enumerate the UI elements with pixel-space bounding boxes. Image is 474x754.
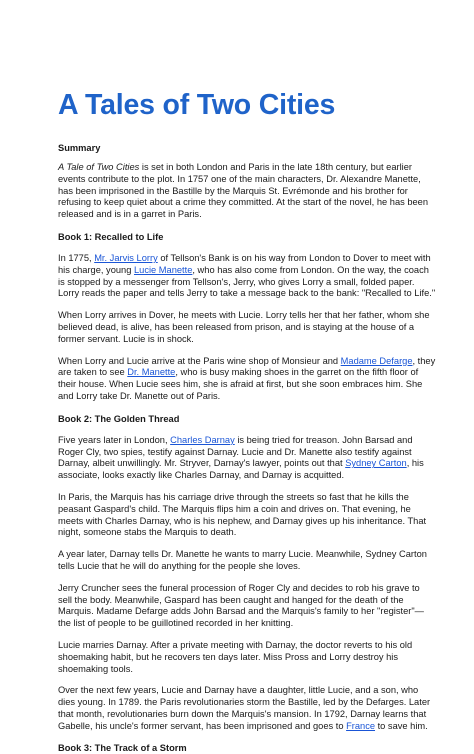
text-run: , who is busy making shoes in the garret on the fifth floor of their house. When Lucie sees him, she is afraid at first, but she soon embraces him. She and Lorry take Dr. Manette out of Paris. [58,367,423,401]
book2-heading: Book 2: The Golden Thread [58,413,180,424]
link-lucie-manette[interactable]: Lucie Manette [133,264,193,275]
text-run: , who has also come from London. On the way, the coach is stopped by a messenger from Tellson's, Jerry, who gives Lorry a small, folded paper. Lorry reads the paper and tells Jerry to take a message back to the bank: "Recalled to Life." [58,264,436,299]
summary-text: is set in both London and Paris in the late 18th century, but earlier events contribute to the plot. In 1757 one of the main characters, Dr. Alexandre Manette, has been imprisoned in the Bastille by the Marquis St. Evrémonde and his brother for refusing to keep quiet about a crime they committed. At the start of the novel, he has been released and is in a garret in Paris. [58,162,429,220]
book1-paragraph-2: When Lorry arrives in Dover, he meets with Lucie. Lorry tells her that her father, whom she believed dead, is alive, has been released from prison, and is staying at the house of a former servant. Lucie is in shock. [58,310,430,344]
book1-heading: Book 1: Recalled to Life [58,231,164,242]
text-run: of Tellson's Bank is on his way from London to Dover to meet with his charge, young [58,252,431,275]
text-run: When Lorry and Lucie arrive at the Paris wine shop of Monsieur and [58,355,341,366]
link-france[interactable]: France [346,720,376,731]
book2-paragraph-4: Jerry Cruncher sees the funeral procession of Roger Cly and decides to rob his grave to sell the body. Meanwhile, Gaspard has been caught and hanged for the death of the Marquis. Madame Defarge adds John Barsad and the Marquis's family to her "register"—the list of people to be guillotined recorded in her knitting. [58,582,424,629]
book1-paragraph-1 [58,253,436,300]
link-dr-manette[interactable]: Dr. Manette [127,367,176,378]
book2-paragraph-1 [58,435,436,482]
book3-heading: Book 3: The Track of a Storm [58,743,187,754]
text-run: Five years later in London, [58,434,171,445]
text-run: , they are taken to see [58,355,436,378]
link-madame-defarge[interactable]: Madame Defarge [340,355,413,366]
text-run: In 1775, [58,252,95,263]
book2-paragraph-6 [58,685,436,732]
link-jarvis-lorry[interactable]: Mr. Jarvis Lorry [94,252,158,263]
text-run: , his associate, looks exactly like Charles Darnay, and Darnay is acquitted. [58,458,424,481]
book2-paragraph-2: In Paris, the Marquis has his carriage drive through the streets so fast that he kills the peasant Gaspard's child. The Marquis flips him a coin and drives on. That evening, he meets with Charles Darnay, who is his nephew, and Darnay gives up his inheritance. That night, someone stabs the Marquis to death. [58,491,427,538]
document-title: A Tales of Two Cities [58,89,336,121]
link-sydney-carton[interactable]: Sydney Carton [345,458,407,469]
book2-paragraph-3: A year later, Darnay tells Dr. Manette he wants to marry Lucie. Meanwhile, Sydney Carton tells Lucie that he will do anything for the people she loves. [58,549,427,571]
text-run: to save him. [375,720,428,731]
summary-heading: Summary [58,143,101,153]
link-charles-darnay[interactable]: Charles Darnay [170,434,235,445]
text-run: Over the next few years, Lucie and Darnay have a daughter, little Lucie, and a son, who dies young. In 1789. the Paris revolutionaries storm the Bastille, led by the Defarges. Later that month, revolutionaries burn down the Marquis's mansion. In 1792, Darnay learns that Gabelle, his uncle's former servant, has been imprisoned and goes to [58,685,431,731]
book2-paragraph-5: Lucie marries Darnay. After a private meeting with Darnay, the doctor reverts to his old shoemaking habit, but he recovers ten days later. Miss Pross and Lorry destroy his shoemaking tools. [58,639,413,674]
book1-paragraph-3 [58,356,436,403]
summary-paragraph [58,162,436,221]
book-title-italic: A Tale of Two Cities [58,162,140,172]
text-run: is being tried for treason. John Barsad and Roger Cly, two spies, testify against Darnay. Lucie and Dr. Manette also testify against Darnay, albeit unwillingly. Mr. Stryver, Darnay's lawyer, points out that [58,434,413,469]
